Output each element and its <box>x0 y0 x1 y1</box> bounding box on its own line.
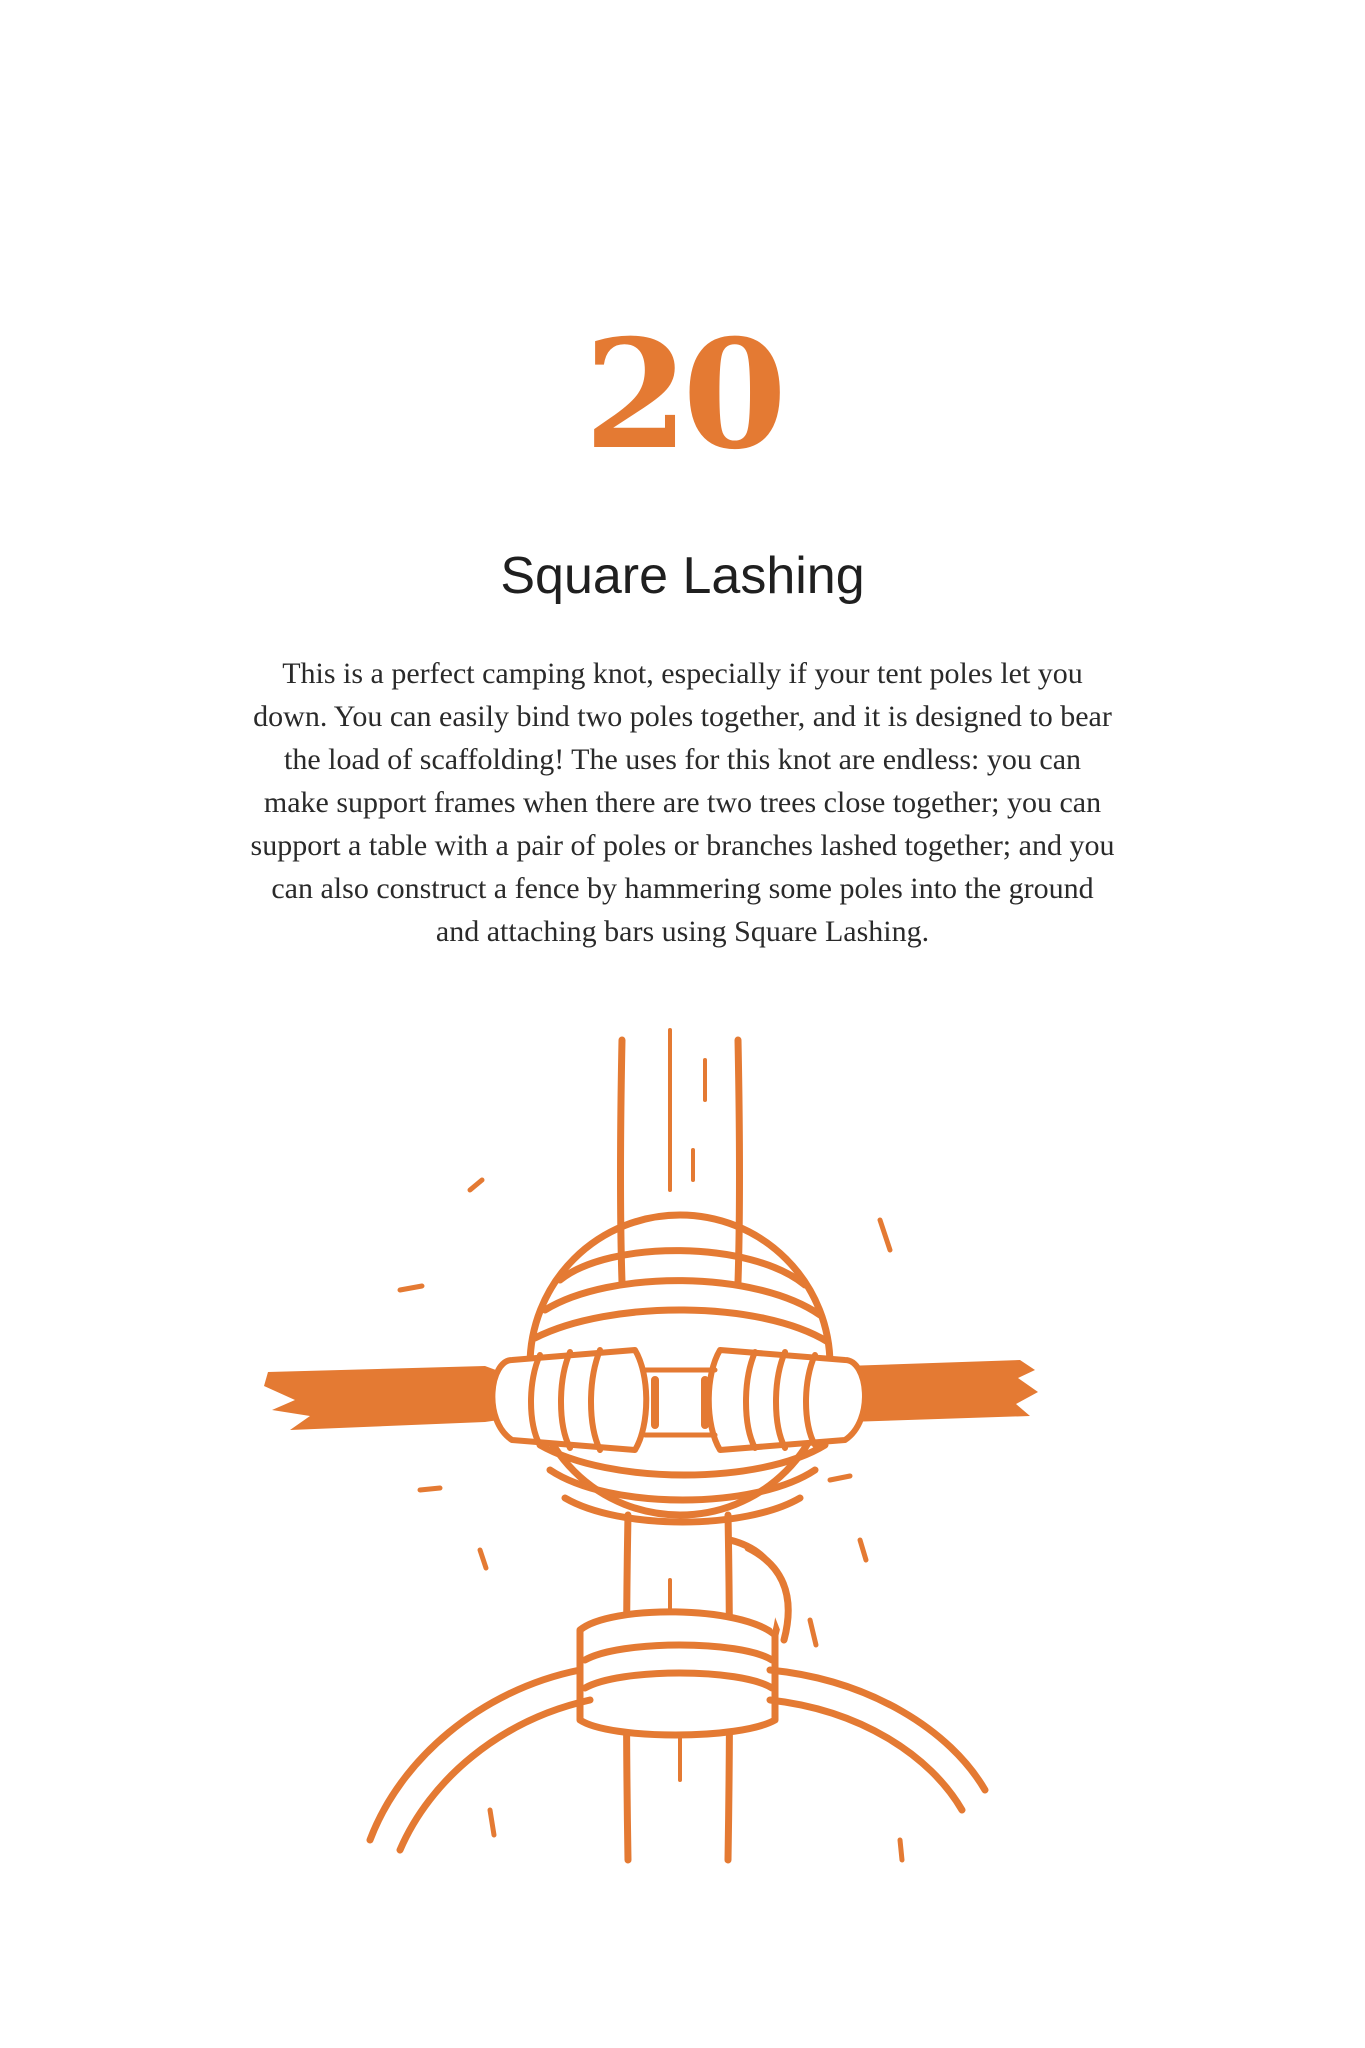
chapter-number: 20 <box>584 307 781 483</box>
frapping-wraps <box>492 1350 865 1450</box>
vertical-pole-top <box>621 1030 740 1282</box>
clove-hitch-wraps <box>580 1540 788 1735</box>
chapter-title: Square Lashing <box>500 547 865 605</box>
chapter-description: This is a perfect camping knot, especially if your tent poles let you down. You can easily bind two poles together, and it is designed to bear the load of scaffolding! The uses for this knot are endless: you can make support frames when there are two trees close together; you can support a table with a pair of poles or branches lashed together; and you can also construct a fence by hammering some poles into the ground and attaching bars using Square Lashing. <box>250 657 1115 948</box>
square-lashing-knot-illustration <box>250 1020 1050 1870</box>
